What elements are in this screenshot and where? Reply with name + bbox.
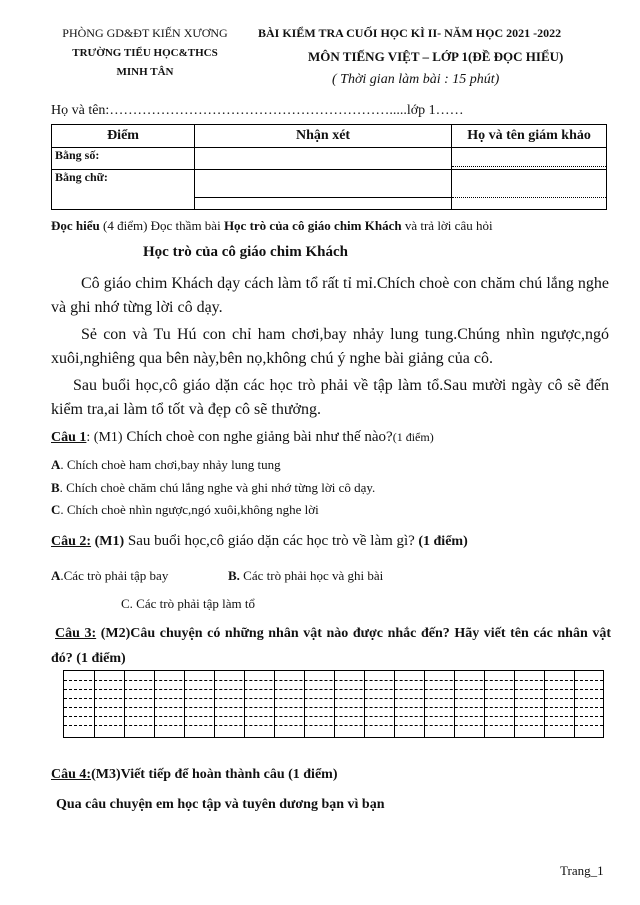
header-department: PHÒNG GD&ĐT KIẾN XƯƠNG (62, 26, 228, 40)
q2-text: Sau buổi học,cô giáo dặn các học trò về làm gì? (124, 533, 415, 549)
student-name-line[interactable]: Họ và tên:…………………………………………………….....lớp 1…… (51, 103, 464, 118)
score-word-label: Bằng chữ: (52, 170, 195, 210)
question-4 (51, 767, 337, 783)
score-number-label: Bằng số: (52, 148, 195, 170)
q1-option-a[interactable]: A. Chích choè ham chơi,bay nhảy lung tung (51, 457, 281, 472)
reading-label: Đọc hiểu (51, 218, 100, 233)
story-paragraph-1: Cô giáo chim Khách dạy cách làm tổ rất tỉ mỉ.Chích choè con chăm chú lắng nghe và ghi nhớ từng lời cô dạy. (51, 275, 609, 316)
q2-label: Câu 2: (51, 534, 92, 549)
q1-option-c[interactable]: C. Chích choè nhìn ngược,ngó xuôi,không nghe lời (51, 502, 319, 517)
q3-label: Câu 3: (55, 626, 97, 641)
comment-cell-1[interactable] (195, 148, 452, 170)
score-table (51, 124, 607, 210)
story-paragraph-2: Sẻ con và Tu Hú con chỉ ham chơi,bay nhảy lung tung.Chúng nhìn ngược,ngó xuôi,nghiêng qua bên này,bên nọ,không chú ý nghe bài giảng của cô. (51, 326, 609, 367)
exam-duration: ( Thời gian làm bài : 15 phút) (332, 72, 500, 87)
q1-text: Chích choè con nghe giảng bài như thế nào? (122, 429, 393, 445)
q2-points: (1 điểm) (414, 534, 468, 549)
col-comment-header: Nhận xét (195, 125, 452, 148)
q2-option-b[interactable]: B. Các trò phải học và ghi bài (228, 568, 384, 583)
q2-level: (M1) (91, 534, 125, 549)
reading-intro-tail: và trả lời câu hỏi (401, 218, 493, 233)
q2-option-a[interactable]: A.Các trò phải tập bay (51, 568, 169, 583)
question-1 (51, 428, 434, 446)
comment-cell-2[interactable] (195, 170, 452, 210)
header-school-name: MINH TÂN (116, 66, 174, 78)
reading-intro (51, 218, 493, 234)
answer-grid[interactable] (63, 670, 604, 738)
q1-label: Câu 1 (51, 430, 87, 445)
q2-option-c[interactable]: C. Các trò phải tập làm tổ (121, 596, 255, 611)
story-title: Học trò của cô giáo chim Khách (143, 244, 348, 260)
story-paragraph-3: Sau buổi học,cô giáo dặn các học trò phải về tập làm tổ.Sau mười ngày cô sẽ đến kiểm tra,ai làm tổ tốt và đẹp cô sẽ thưởng. (51, 377, 609, 418)
question-2 (51, 532, 468, 550)
examiner-cell-2[interactable] (452, 170, 607, 210)
reading-points: (4 điểm) Đọc thầm bài (99, 218, 224, 233)
q3-text: (M2)Câu chuyện có những nhân vật nào được nhắc đến? Hãy viết tên các nhân vật đó? (1 điểm) (51, 626, 612, 666)
col-score-header: Điểm (52, 125, 195, 148)
exam-subject: MÔN TIẾNG VIỆT – LỚP 1(ĐỀ ĐỌC HIỂU) (308, 49, 564, 64)
page-number: Trang_1 (560, 863, 604, 878)
q1-option-b[interactable]: B. Chích choè chăm chú lắng nghe và ghi nhớ từng lời cô dạy. (51, 480, 376, 495)
question-3 (51, 621, 611, 671)
q4-label: Câu 4: (51, 767, 92, 782)
col-examiner-header: Họ và tên giám khảo (452, 125, 607, 148)
reading-intro-title: Học trò của cô giáo chim Khách (223, 218, 402, 233)
exam-title: BÀI KIỂM TRA CUỐI HỌC KÌ II- NĂM HỌC 2021 -2022 (258, 26, 562, 40)
header-school: TRƯỜNG TIỂU HỌC&THCS (72, 47, 218, 59)
examiner-cell-1[interactable] (452, 148, 607, 170)
q1-level: : (M1) (86, 430, 123, 445)
q4-prompt: Qua câu chuyện em học tập và tuyên dương bạn vì bạn (56, 797, 385, 812)
q4-text: (M3)Viết tiếp để hoàn thành câu (1 điểm) (91, 767, 338, 782)
q1-points: (1 điểm) (392, 430, 434, 444)
